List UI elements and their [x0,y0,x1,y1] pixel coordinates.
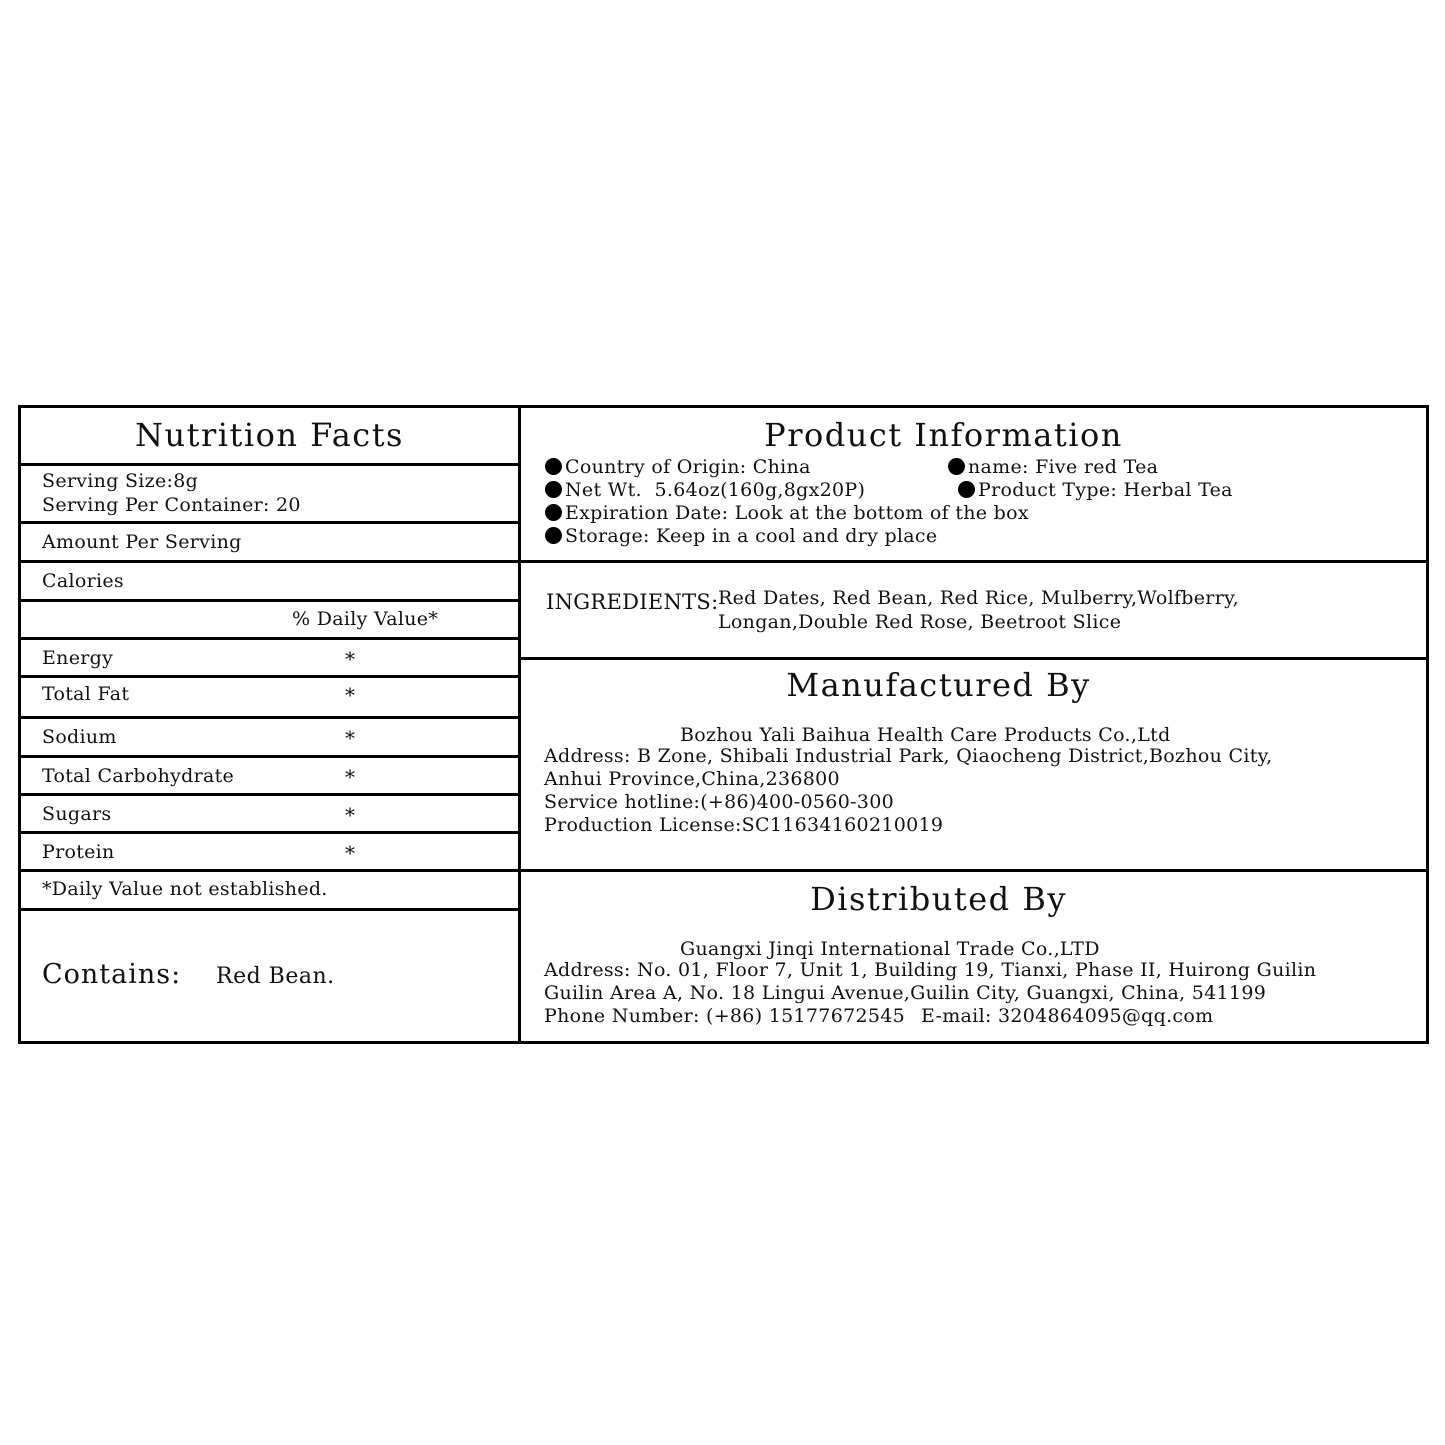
serving-size: Serving Size:8g [42,470,199,492]
manufacturer-company: Bozhou Yali Baihua Health Care Products Co.,Ltd [680,724,1171,746]
bullet-icon [948,458,965,475]
nutrient-row [21,796,518,834]
contains-label: Contains: [42,959,182,990]
ingredients-line-2: Longan,Double Red Rose, Beetroot Slice [718,611,1122,633]
country-of-origin: Country of Origin: China [545,456,811,478]
manufacturer-title: Manufactured By [786,666,1091,704]
calories-label: Calories [42,570,124,592]
manufacturer-section [521,660,1426,872]
production-license: Production License:SC11634160210019 [544,814,944,836]
nutrition-facts-panel [21,408,521,1041]
distributor-address-2: Guilin Area A, No. 18 Lingui Avenue,Guilin City, Guangxi, China, 541199 [544,982,1267,1004]
nutrient-name: Sodium [42,726,117,748]
footnote-row [21,872,518,911]
nutrition-title-row [21,408,518,466]
nutrient-value: * [345,841,356,865]
nutrient-row [21,678,518,719]
nutrient-name: Total Fat [42,683,130,705]
bullet-icon [545,481,562,498]
nutrient-value: * [345,647,356,671]
amount-per-serving: Amount Per Serving [42,531,242,553]
product-information-section [521,408,1426,563]
servings-per-container: Serving Per Container: 20 [42,494,301,516]
expiration-date: Expiration Date: Look at the bottom of the box [545,502,1029,524]
ingredients-line-1: Red Dates, Red Bean, Red Rice, Mulberry,Wolfberry, [718,587,1239,609]
contains-row [21,911,518,1041]
storage: Storage: Keep in a cool and dry place [545,525,937,547]
distributor-address-1: Address: No. 01, Floor 7, Unit 1, Building 19, Tianxi, Phase II, Huirong Guilin [544,959,1317,981]
manufacturer-address-1: Address: B Zone, Shibali Industrial Park, Qiaocheng District,Bozhou City, [544,745,1273,767]
ingredients-label: INGREDIENTS: [546,590,719,614]
nutrient-name: Energy [42,647,114,669]
nutrient-value: * [345,765,356,789]
product-type: Product Type: Herbal Tea [958,479,1233,501]
ingredients-section [521,563,1426,660]
nutrient-row [21,758,518,796]
net-weight: Net Wt. 5.64oz(160g,8gx20P) [545,479,865,501]
distributor-title: Distributed By [810,880,1067,918]
manufacturer-address-2: Anhui Province,China,236800 [544,768,840,790]
nutrition-title: Nutrition Facts [135,416,404,454]
info-panel [521,408,1426,1041]
nutrient-row [21,834,518,872]
nutrient-value: * [345,683,356,707]
distributor-company: Guangxi Jinqi International Trade Co.,LTD [680,938,1100,960]
nutrient-row [21,719,518,758]
product-name: name: Five red Tea [948,456,1158,478]
service-hotline: Service hotline:(+86)400-0560-300 [544,791,894,813]
nutrient-row [21,640,518,678]
distributor-phone: Phone Number: (+86) 15177672545 [544,1005,906,1027]
calories-row [21,563,518,602]
bullet-icon [545,527,562,544]
nutrient-name: Total Carbohydrate [42,765,235,787]
nutrient-name: Protein [42,841,115,863]
product-information-title: Product Information [764,416,1123,454]
serving-row [21,466,518,524]
bullet-icon [545,504,562,521]
distributor-email: E-mail: 3204864095@qq.com [921,1005,1214,1027]
distributor-section [521,872,1426,1041]
nutrient-value: * [345,803,356,827]
nutrient-name: Sugars [42,803,112,825]
nutrient-value: * [345,726,356,750]
amount-per-serving-row [21,524,518,563]
product-label [18,405,1429,1044]
daily-value-header: % Daily Value* [292,608,439,630]
contains-value: Red Bean. [216,964,335,989]
bullet-icon [545,458,562,475]
bullet-icon [958,481,975,498]
daily-value-header-row [21,602,518,640]
daily-value-footnote: *Daily Value not established. [42,878,328,900]
